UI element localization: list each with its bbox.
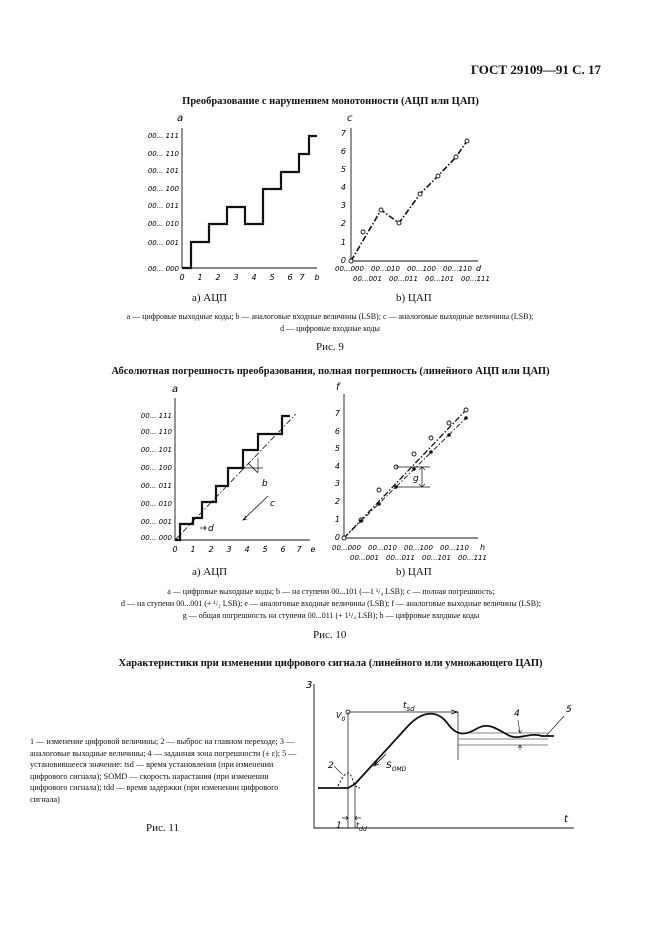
fig9b-ytick: 5 [340, 165, 346, 174]
fig10b-xtick: 00...011 [386, 554, 415, 562]
fig10b-xtick: 00...000 [332, 544, 361, 552]
fig10b-ylabel: f [336, 382, 340, 393]
fig10b-ytick: 1 [334, 515, 340, 524]
fig10a-label-c: c [270, 499, 275, 509]
fig9-notes: a — цифровые выходные коды; b — аналоговые входные величины (LSB); c — аналоговые выходные величины (LSB); d — цифровые входные коды [126, 312, 534, 333]
fig9a-ytick: 00... 001 [147, 239, 179, 247]
fig10a-ytick: 00... 000 [140, 534, 172, 542]
fig10a-markers [242, 458, 263, 472]
fig9a-xtick: 2 [215, 273, 221, 282]
fig10b-ytick: 3 [334, 479, 340, 488]
fig9b-ytick: 3 [340, 201, 346, 210]
fig11-x-label: t [564, 814, 568, 825]
fig9b-xtick: 00...100 [407, 265, 436, 273]
fig9b-ytick: 7 [340, 129, 346, 138]
fig9a-axes [182, 128, 317, 268]
fig9-caption-b: b) ЦАП [396, 292, 432, 304]
fig9a-xtick: 1 [197, 273, 203, 282]
fig10a-ytick: 00... 100 [140, 464, 172, 472]
fig10a-xlabel: e [310, 545, 316, 554]
fig11-tdd: $t_{dd}$ [356, 821, 367, 833]
fig9b-xtick: 00...010 [371, 265, 400, 273]
fig10b-ytick: 4 [334, 462, 340, 471]
fig9-caption-a: a) АЦП [192, 292, 228, 304]
fig10a-ylabel: a [172, 384, 179, 395]
fig11-title: Характеристики при изменении цифрового сигнала (линейного или умножающего ЦАП) [118, 658, 543, 669]
fig9-adc-chart [135, 108, 335, 288]
fig9b-xtick: 00...011 [389, 275, 418, 283]
fig10a-ytick: 00... 101 [140, 446, 172, 454]
fig9a-ytick: 00... 000 [147, 265, 179, 273]
fig11-v0: $V_0$ [336, 711, 346, 723]
fig10b-xtick: 00...111 [458, 554, 487, 562]
fig10-notes: a — цифровые выходные коды; b — на ступени 00...101 (—1 ¹/₄ LSB); c — полная погрешность; d — на ступени 00...001 (+ ¹/₂ LSB); e — аналоговые входные величины (LSB); f — аналоговые выходные величины (LSB); g — общая погрешность на ступени 00...011 (+ 1¹/₄ LSB); h — цифровые входные коды [121, 587, 541, 620]
fig11-n1: 1 [336, 821, 342, 831]
fig10-caption-a: a) АЦП [192, 566, 228, 578]
fig11-n2: 2 [328, 761, 334, 771]
fig10a-xtick: 1 [190, 545, 196, 554]
fig10-title: Абсолютная погрешность преобразования, полная погрешность (линейного АЦП или ЦАП) [111, 366, 550, 377]
fig9b-ylabel: c [347, 113, 353, 124]
fig11-tdd-arrows [342, 816, 361, 820]
fig10a-staircase [175, 416, 290, 540]
fig10b-xtick: 00...110 [440, 544, 469, 552]
fig11-axes [314, 684, 574, 828]
fig9b-xtick: 00...101 [425, 275, 454, 283]
fig10b-ytick: 7 [334, 409, 340, 418]
fig9b-xtick: 00...000 [335, 265, 364, 273]
fig9b-ytick: 4 [340, 183, 346, 192]
fig10b-xtick: 00...101 [422, 554, 451, 562]
fig10a-ytick: 00... 110 [140, 428, 172, 436]
fig9b-xtick: 00...001 [353, 275, 382, 283]
fig10a-ytick: 00... 001 [140, 518, 172, 526]
fig10a-c-arrow [243, 496, 268, 520]
fig9a-ytick: 00... 100 [147, 185, 179, 193]
fig9a-xtick: 5 [269, 273, 275, 282]
fig9b-curve [351, 141, 467, 261]
fig9a-xtick: 4 [251, 273, 257, 282]
fig10b-ytick: 6 [334, 427, 340, 436]
fig9a-xtick: 6 [287, 273, 293, 282]
fig10b-label-g: g [413, 474, 419, 484]
fig10a-xtick: 3 [226, 545, 232, 554]
fig9a-xtick: 3 [233, 273, 239, 282]
fig10a-label-b: b [262, 479, 268, 489]
fig9a-ylabel: a [177, 113, 184, 124]
fig9a-ytick: 00... 011 [147, 202, 179, 210]
fig11-caption: 1 — изменение цифровой величины; 2 — выброс на главном переходе; 3 — аналоговые выходные величины; 4 — заданная зона погрешности (± ε); 5 — установившееся значение: tsd — время установления (при изменении цифрового сигнала); SOMD — скорость нарастания (при изменении цифрового сигнала); tdd — время задержки (при изменении цифрового сигнала) [30, 737, 297, 804]
fig9b-xlabel: d [476, 264, 482, 273]
fig9b-ytick: 0 [340, 256, 346, 265]
fig10-caption-b: b) ЦАП [396, 566, 432, 578]
fig11-chart [298, 676, 588, 846]
fig10a-ytick: 00... 011 [140, 482, 172, 490]
fig9a-xtick: 7 [299, 273, 305, 282]
fig10a-ytick: 00... 010 [140, 500, 172, 508]
fig10-dac-chart [330, 380, 515, 562]
fig9b-xtick: 00...111 [461, 275, 490, 283]
fig11-n4: 4 [514, 709, 520, 719]
fig11-n5: 5 [566, 705, 572, 715]
fig10b-ytick: 2 [334, 497, 340, 506]
fig9a-staircase [182, 136, 317, 268]
fig10a-label-d: d [208, 524, 214, 534]
fig9a-ytick: 00... 110 [147, 150, 179, 158]
fig9a-ytick: 00... 101 [147, 167, 179, 175]
fig10b-xlabel: h [480, 543, 486, 552]
fig9-dac-chart [330, 108, 505, 288]
fig10b-ytick: 0 [334, 533, 340, 542]
fig9a-xlabel: b [314, 273, 320, 282]
fig9b-axes [351, 128, 478, 261]
fig10b-xtick: 00...001 [350, 554, 379, 562]
fig9a-ytick: 00... 010 [147, 220, 179, 228]
fig10b-ytick: 5 [334, 444, 340, 453]
fig9b-ytick: 2 [340, 219, 346, 228]
fig10-label: Рис. 10 [313, 629, 347, 641]
fig9b-ytick: 6 [340, 147, 346, 156]
fig9b-xtick: 00...110 [443, 265, 472, 273]
fig11-overshoot [338, 773, 360, 788]
fig11-verticals [348, 712, 355, 828]
fig10a-xtick: 6 [280, 545, 286, 554]
fig11-y-label: 3 [306, 680, 313, 691]
fig11-label: Рис. 11 [146, 822, 179, 834]
fig10a-xtick: 2 [208, 545, 214, 554]
fig10a-d-arrow [200, 526, 206, 530]
fig9-title: Преобразование с нарушением монотонности (АЦП или ЦАП) [182, 96, 479, 107]
fig9a-xtick: 0 [179, 273, 185, 282]
fig10a-xtick: 4 [244, 545, 250, 554]
fig10a-xtick: 5 [262, 545, 268, 554]
fig10-adc-chart [128, 378, 328, 560]
fig11-tsd: $t_{sd}$ [403, 701, 415, 713]
fig9a-ytick: 00... 111 [147, 132, 179, 140]
fig10b-xtick: 00...100 [404, 544, 433, 552]
fig9-label: Рис. 9 [316, 341, 344, 353]
fig10b-axes [344, 394, 478, 538]
fig9b-ytick: 1 [340, 238, 346, 247]
fig11-somd: $S_{OMD}$ [386, 761, 407, 773]
fig10a-xtick: 0 [172, 545, 178, 554]
fig10b-xtick: 00...010 [368, 544, 397, 552]
fig10a-xtick: 7 [296, 545, 302, 554]
page-header: ГОСТ 29109—91 С. 17 [470, 62, 601, 77]
fig10a-ytick: 00... 111 [140, 412, 172, 420]
